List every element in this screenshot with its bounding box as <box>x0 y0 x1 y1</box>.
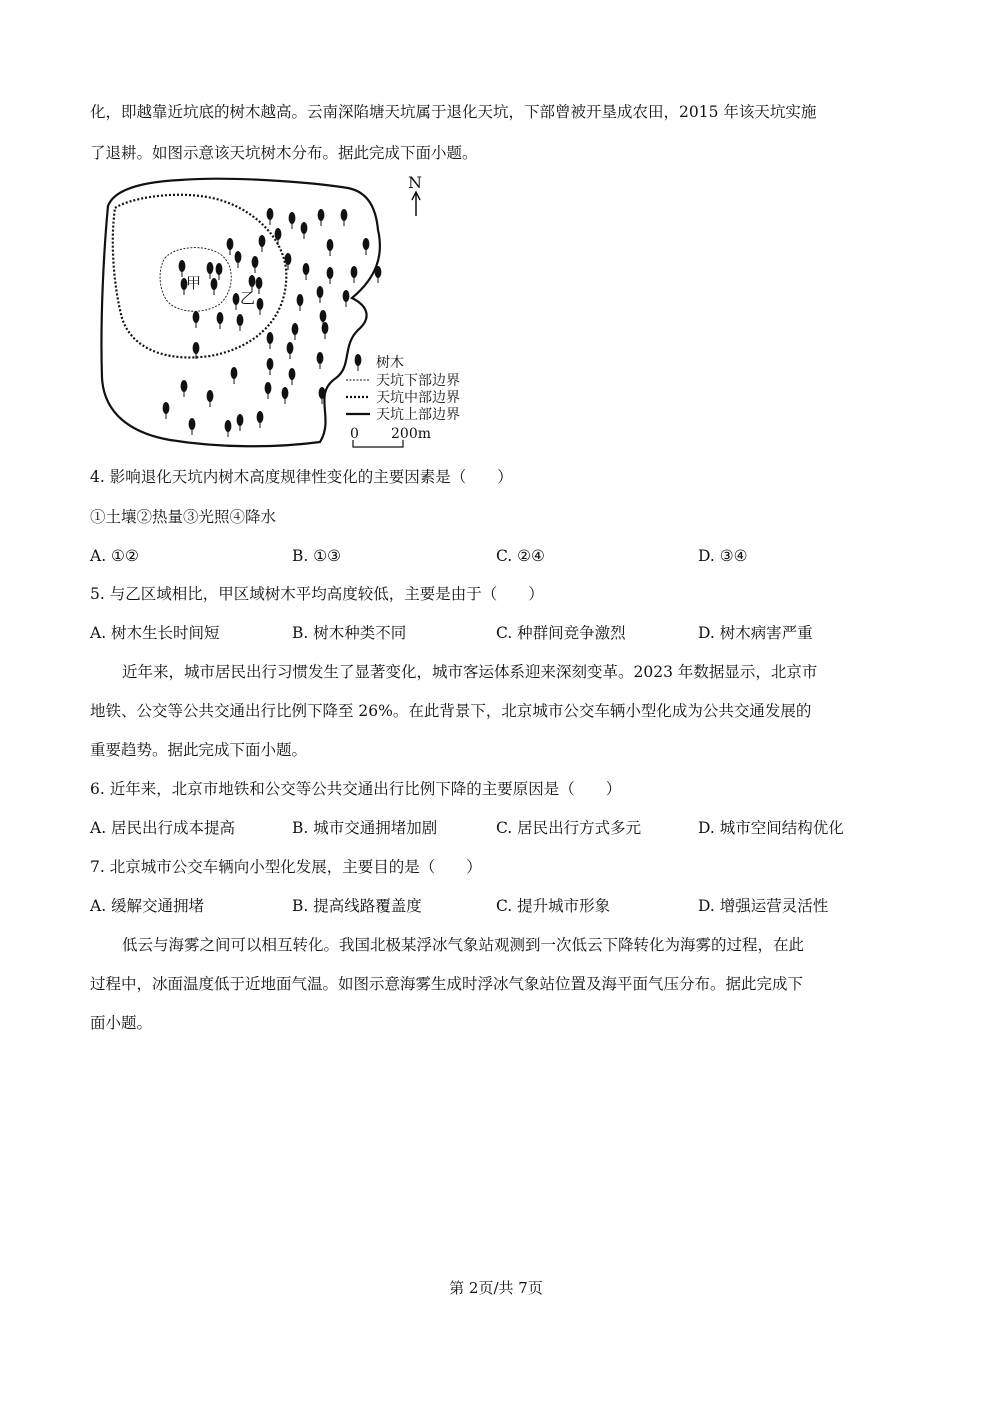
zone-label-jia: 甲 <box>186 274 202 292</box>
tree-icon <box>233 293 240 310</box>
intro-line-1: 化，即越靠近坑底的树木越高。云南深陷塘天坑属于退化天坑，下部曾被开垦成农田，2015 年该天坑实施 <box>90 103 817 121</box>
q4-items: ①土壤②热量③光照④降水 <box>90 508 277 526</box>
tree-icon <box>237 314 244 331</box>
tree-icon <box>285 253 292 270</box>
north-label: N <box>408 173 422 192</box>
tree-icon <box>257 411 264 428</box>
tree-icon <box>317 352 324 369</box>
q5-stem: 5. 与乙区域相比，甲区域树木平均高度较低，主要是由于（ ） <box>90 585 544 603</box>
tree-icon <box>259 235 266 252</box>
tree-icon <box>287 342 294 359</box>
tree-icon <box>235 251 242 268</box>
tree-icon <box>275 228 282 245</box>
tree-icon <box>217 312 224 329</box>
passage2-line-2: 地铁、公交等公共交通出行比例下降至 26%。在此背景下，北京城市公交车辆小型化成为公共交通发展的 <box>90 702 812 720</box>
tree-icon <box>207 390 214 407</box>
tree-icon <box>267 332 274 349</box>
legend-upper: 天坑上部边界 <box>376 407 460 423</box>
sinkhole-tree-map <box>90 168 490 458</box>
scale-end: 200m <box>391 426 431 442</box>
q5-option-b[interactable]: B. 树木种类不同 <box>292 624 407 642</box>
tree-icon <box>231 367 238 384</box>
q6-option-b[interactable]: B. 城市交通拥堵加剧 <box>292 819 438 837</box>
map-legend <box>346 354 460 447</box>
q4-stem: 4. 影响退化天坑内树木高度规律性变化的主要因素是（ ） <box>90 468 513 486</box>
tree-icon <box>256 277 263 294</box>
q6-option-a[interactable]: A. 居民出行成本提高 <box>90 819 236 837</box>
passage3-line-1: 低云与海雾之间可以相互转化。我国北极某浮冰气象站观测到一次低云下降转化为海雾的过程，在此 <box>122 936 805 954</box>
tree-icon <box>163 402 170 419</box>
q4-option-c[interactable]: C. ②④ <box>496 547 545 565</box>
tree-icon <box>289 212 296 229</box>
q7-option-c[interactable]: C. 提升城市形象 <box>496 897 611 915</box>
q5-option-c[interactable]: C. 种群间竞争激烈 <box>496 624 626 642</box>
tree-icon <box>327 239 334 256</box>
tree-icon <box>297 294 304 311</box>
tree-legend-icon <box>355 354 362 366</box>
tree-icon <box>292 323 299 340</box>
tree-icon <box>265 382 272 399</box>
q5-option-d[interactable]: D. 树木病害严重 <box>698 624 813 642</box>
zone-label-yi: 乙 <box>240 289 256 307</box>
tree-icon <box>343 290 350 307</box>
tree-icon <box>327 267 334 284</box>
q4-option-d[interactable]: D. ③④ <box>698 547 748 565</box>
tree-icon <box>301 222 308 239</box>
tree-icon <box>267 358 274 375</box>
q4-option-b[interactable]: B. ①③ <box>292 547 342 565</box>
tree-icon <box>193 311 200 328</box>
upper-boundary <box>101 179 379 447</box>
q4-option-a[interactable]: A. ①② <box>90 547 139 565</box>
tree-icon <box>363 238 370 255</box>
q6-option-c[interactable]: C. 居民出行方式多元 <box>496 819 642 837</box>
tree-icon <box>207 262 214 279</box>
tree-icon <box>211 278 218 295</box>
page-number: 第 2页/共 7页 <box>449 1279 543 1297</box>
tree-icon <box>252 256 259 273</box>
legend-middle: 天坑中部边界 <box>376 390 460 406</box>
q7-option-a[interactable]: A. 缓解交通拥堵 <box>90 897 205 915</box>
tree-icon <box>179 260 186 277</box>
legend-tree: 树木 <box>376 355 404 371</box>
tree-icon <box>282 387 289 404</box>
tree-icon <box>351 266 358 283</box>
tree-icon <box>303 263 310 280</box>
intro-line-2: 了退耕。如图示意该天坑树木分布。据此完成下面小题。 <box>90 144 478 162</box>
q7-option-d[interactable]: D. 增强运营灵活性 <box>698 897 829 915</box>
tree-icon <box>227 238 234 255</box>
q7-stem: 7. 北京城市公交车辆向小型化发展，主要目的是（ ） <box>90 858 482 876</box>
passage2-line-3: 重要趋势。据此完成下面小题。 <box>90 741 308 759</box>
legend-lower: 天坑下部边界 <box>376 373 460 389</box>
tree-icon <box>257 298 264 315</box>
passage2-line-1: 近年来，城市居民出行习惯发生了显著变化，城市客运体系迎来深刻变革。2023 年数据显示，北京市 <box>122 663 818 681</box>
tree-icon <box>216 263 223 280</box>
tree-icon <box>289 368 296 385</box>
passage3-line-3: 面小题。 <box>90 1014 153 1032</box>
tree-icon <box>189 418 196 435</box>
tree-icon <box>375 266 382 283</box>
tree-icon <box>237 414 244 431</box>
q7-option-b[interactable]: B. 提高线路覆盖度 <box>292 897 422 915</box>
q6-stem: 6. 近年来，北京市地铁和公交等公共交通出行比例下降的主要原因是（ ） <box>90 780 622 798</box>
scale-zero: 0 <box>350 426 359 442</box>
tree-icon <box>318 209 325 226</box>
tree-icon <box>181 380 188 397</box>
q5-option-a[interactable]: A. 树木生长时间短 <box>90 624 220 642</box>
passage3-line-2: 过程中，冰面温度低于近地面气温。如图示意海雾生成时浮冰气象站位置及海平面气压分布。据此完成下 <box>90 975 804 993</box>
tree-icon <box>317 286 324 303</box>
tree-icon <box>225 420 232 437</box>
tree-icon <box>341 209 348 226</box>
q6-option-d[interactable]: D. 城市空间结构优化 <box>698 819 844 837</box>
tree-icon <box>267 208 274 225</box>
